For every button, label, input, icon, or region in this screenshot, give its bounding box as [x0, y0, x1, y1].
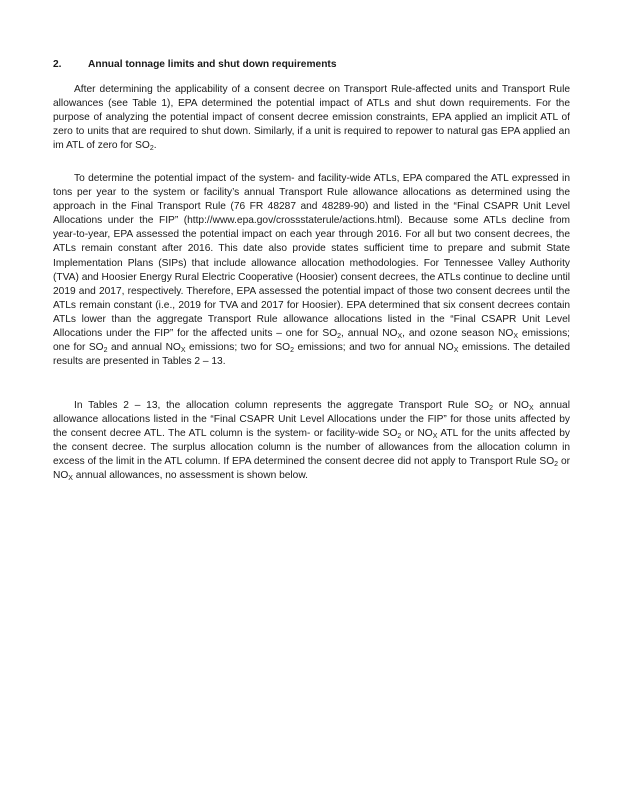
- text-run: .: [153, 140, 157, 152]
- subscript: 2: [290, 347, 294, 355]
- text-run: emissions; two for SO: [185, 342, 291, 354]
- subscript: 2: [149, 145, 154, 153]
- subscript: X: [453, 347, 459, 355]
- text-run: or NO: [401, 428, 433, 440]
- subscript: X: [68, 475, 73, 483]
- paragraph-atl-shutdown: [53, 83, 570, 153]
- text-run: ATL for the units affected by the consent decree. The surplus allocation column is the number of allowances from the allocation column in excess of the limit in the ATL column. If EPA determined the consent decree did not apply to Transport Rule SO: [53, 428, 570, 468]
- text-run: , annual NO: [341, 328, 398, 340]
- subscript: 2: [397, 433, 402, 441]
- subscript: X: [397, 333, 403, 341]
- subscript: X: [432, 433, 438, 441]
- text-run: To determine the potential impact of the system- and facility-wide ATLs, EPA compared the ATL expressed in tons per year to the system or facility’s annual Transport Rule allowance allocations as determined using the approach in the Final Transport Rule (76 FR 48287 and 48289-90) and listed in the “Final CSAPR Unit Level Allocations under the FIP” (http://www.epa.gov/crossstaterule/actions.html). Because some ATLs decline from year-to-year, EPA assessed the potential impact on each year through 2016. For all but two consent decrees, the ATLs remain constant after 2016. This date also provide states sufficient time to prepare and submit State Implementation Plans (SIPs) that include allowance allocation methodologies. For Tennessee Valley Authority (TVA) and Hoosier Energy Rural Electric Cooperative (Hoosier) consent decrees, the ATLs continue to decline until 2019 and 2017, respectively. Therefore, EPA assessed the potential impact of those two consent decrees until the ATLs remain constant (i.e., 2019 for TVA and 2017 for Hoosier). EPA determined that six consent decrees contain ATLs lower than the aggregate Transport Rule allowance allocations listed in the “Final CSAPR Unit Level Allocations under the FIP” for the affected units – one for SO: [53, 173, 570, 340]
- text-run: annual allowances, no assessment is shown below.: [72, 470, 308, 482]
- text-run: , and ozone season NO: [402, 328, 514, 340]
- text-run: After determining the applicability of a consent decree on Transport Rule-affected units and Transport Rule allowances (see Table 1), EPA determined the potential impact of ATLs and shut down requirements. For the purpose of analyzing the potential impact of consent decree emission constraints, EPA applied an implicit ATL of zero to units that are required to shut down. Similarly, if a unit is required to repower to natural gas EPA applied an im ATL of zero for SO: [53, 84, 570, 152]
- section-heading: [53, 59, 336, 70]
- text-run: emissions; one for SO: [53, 328, 571, 354]
- text-run: In Tables 2 – 13, the allocation column represents the aggregate Transport Rule SO: [74, 400, 490, 411]
- paragraph-tables-explanation: [53, 399, 570, 484]
- text-run: or NO: [493, 400, 529, 411]
- subscript: X: [528, 405, 534, 412]
- subscript: 2: [103, 347, 108, 355]
- text-run: or NO: [53, 456, 571, 482]
- subscript: 2: [489, 405, 494, 412]
- section-title: Annual tonnage limits and shut down requirements: [88, 59, 337, 70]
- paragraph-potential-impact: [53, 172, 570, 369]
- subscript: 2: [337, 333, 342, 341]
- text-run: emissions; and two for annual NO: [294, 342, 454, 354]
- text-run: and annual NO: [107, 342, 181, 354]
- section-number: 2.: [53, 59, 62, 70]
- subscript: 2: [554, 461, 559, 469]
- text-run: emissions. The detailed results are presented in Tables 2 – 13.: [53, 342, 571, 368]
- subscript: X: [513, 333, 519, 341]
- text-run: annual allowance allocations listed in the “Final CSAPR Unit Level Allocations under the FIP” for those units affected by the consent decree ATL. The ATL column is the system- or facility-wide SO: [53, 400, 570, 440]
- subscript: X: [180, 347, 186, 355]
